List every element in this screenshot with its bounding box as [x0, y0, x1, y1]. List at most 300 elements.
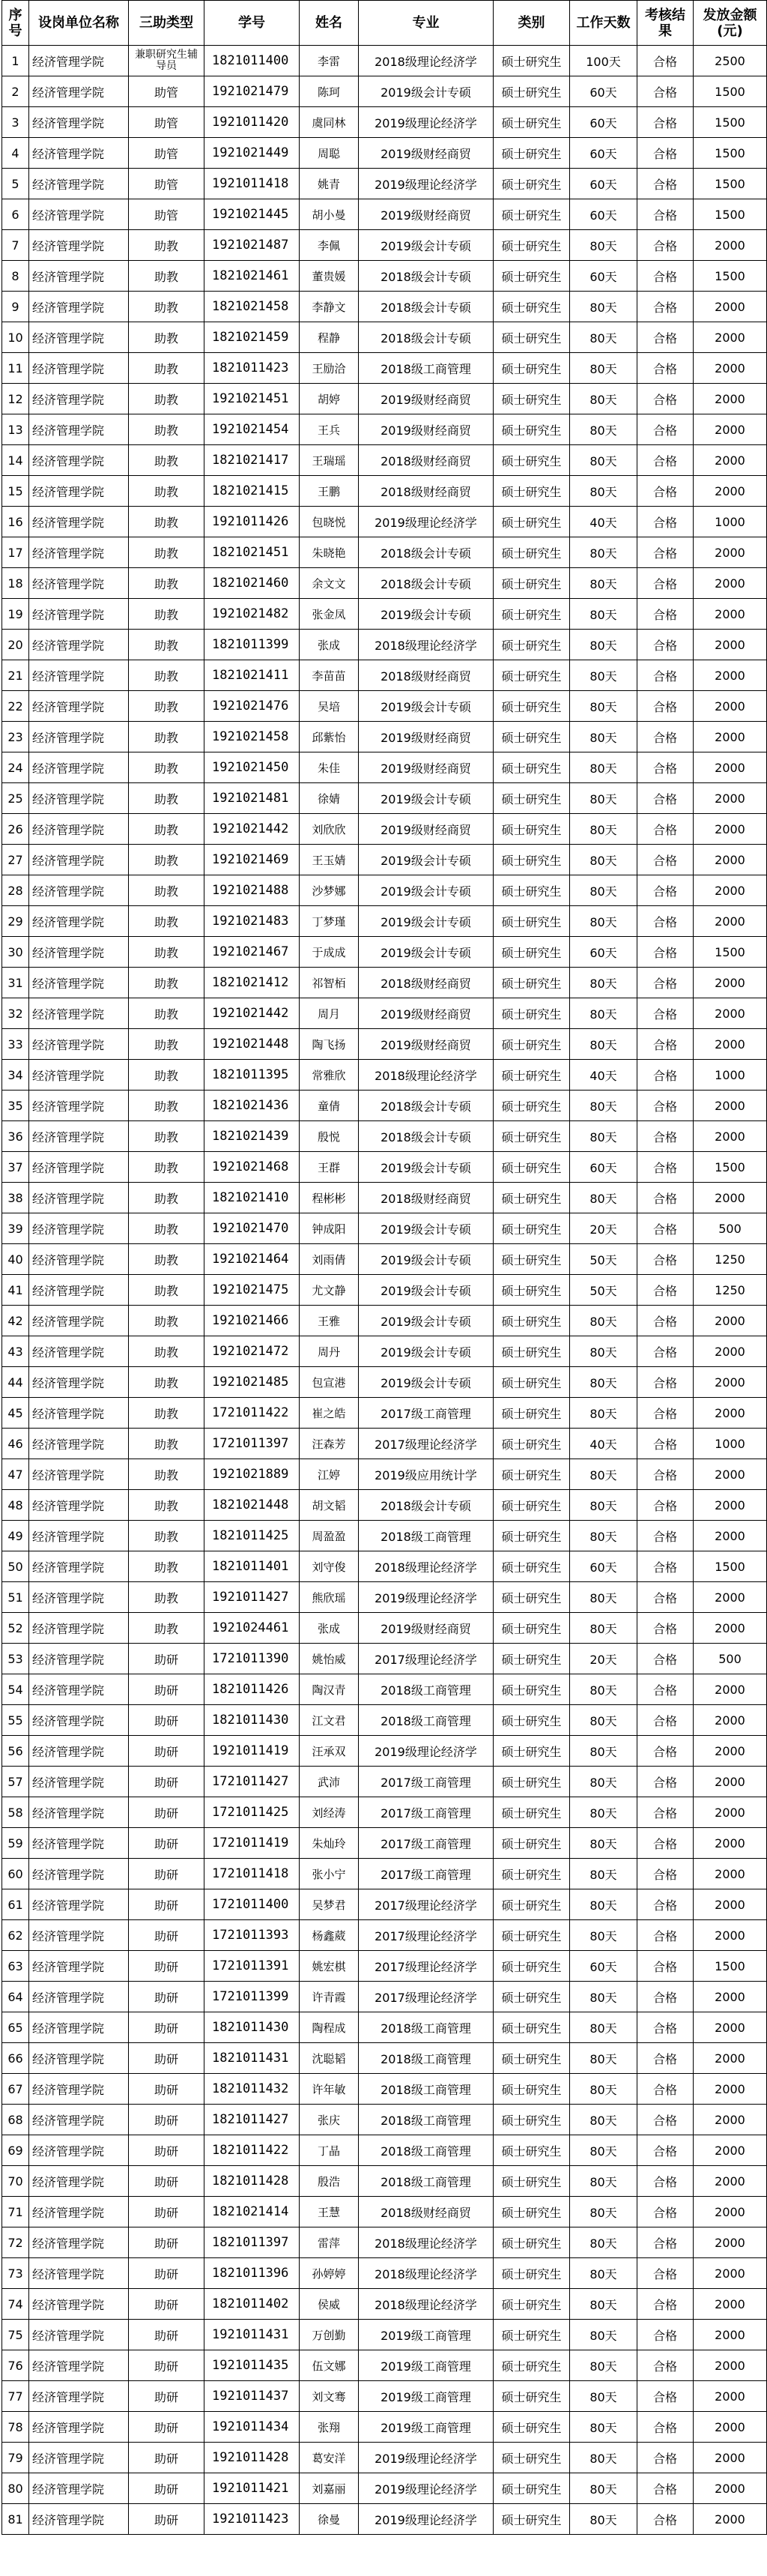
cell-major: 2017级工商管理 — [359, 1767, 494, 1797]
cell-amount: 2000 — [694, 322, 767, 353]
cell-unit: 经济管理学院 — [29, 998, 129, 1029]
cell-assist-type: 助研 — [129, 2012, 204, 2043]
table-row — [2, 322, 767, 353]
cell-index: 1 — [2, 46, 29, 76]
cell-result: 合格 — [637, 230, 694, 261]
cell-assist-type: 助教 — [129, 261, 204, 292]
cell-amount: 2000 — [694, 2227, 767, 2258]
cell-student-id: 1921011426 — [204, 507, 300, 537]
cell-index: 64 — [2, 1982, 29, 2012]
cell-unit: 经济管理学院 — [29, 1705, 129, 1736]
cell-student-id: 1921021481 — [204, 783, 300, 814]
cell-assist-type: 助教 — [129, 1091, 204, 1121]
cell-name: 刘欣欣 — [300, 814, 359, 845]
cell-major: 2018级会计专硕 — [359, 568, 494, 599]
cell-name: 程静 — [300, 322, 359, 353]
cell-student-id: 1821011428 — [204, 2166, 300, 2197]
cell-category: 硕士研究生 — [494, 537, 570, 568]
cell-assist-type: 助研 — [129, 1889, 204, 1920]
cell-major: 2018级理论经济学 — [359, 630, 494, 660]
cell-major: 2019级会计专硕 — [359, 1275, 494, 1306]
table-row — [2, 845, 767, 875]
cell-index: 71 — [2, 2197, 29, 2227]
cell-major: 2018级会计专硕 — [359, 1490, 494, 1521]
cell-student-id: 1921021889 — [204, 1459, 300, 1490]
cell-name: 万创勤 — [300, 2320, 359, 2350]
cell-work-days: 80天 — [570, 998, 637, 1029]
cell-major: 2019级财经商贸 — [359, 414, 494, 445]
cell-student-id: 1821021451 — [204, 537, 300, 568]
cell-major: 2018级会计专硕 — [359, 1091, 494, 1121]
cell-name: 江文君 — [300, 1705, 359, 1736]
cell-major: 2019级会计专硕 — [359, 1306, 494, 1336]
cell-unit: 经济管理学院 — [29, 2443, 129, 2473]
cell-unit: 经济管理学院 — [29, 783, 129, 814]
cell-student-id: 1721011397 — [204, 1429, 300, 1459]
cell-amount: 500 — [694, 1213, 767, 1244]
cell-work-days: 80天 — [570, 230, 637, 261]
cell-result: 合格 — [637, 1367, 694, 1398]
cell-assist-type: 助教 — [129, 1183, 204, 1213]
cell-student-id: 1921024461 — [204, 1613, 300, 1644]
table-row — [2, 2381, 767, 2412]
cell-result: 合格 — [637, 46, 694, 76]
cell-index: 3 — [2, 107, 29, 138]
cell-work-days: 60天 — [570, 169, 637, 199]
cell-result: 合格 — [637, 292, 694, 322]
cell-index: 29 — [2, 906, 29, 937]
cell-unit: 经济管理学院 — [29, 691, 129, 722]
cell-index: 34 — [2, 1060, 29, 1091]
cell-work-days: 80天 — [570, 1736, 637, 1767]
cell-category: 硕士研究生 — [494, 1828, 570, 1859]
cell-index: 61 — [2, 1889, 29, 1920]
payment-table — [1, 0, 767, 2535]
cell-category: 硕士研究生 — [494, 2258, 570, 2289]
cell-student-id: 1821011427 — [204, 2105, 300, 2135]
cell-assist-type: 助教 — [129, 507, 204, 537]
cell-name: 周聪 — [300, 138, 359, 169]
cell-category: 硕士研究生 — [494, 1521, 570, 1551]
cell-amount: 2000 — [694, 1459, 767, 1490]
cell-result: 合格 — [637, 2012, 694, 2043]
cell-major: 2018级工商管理 — [359, 2166, 494, 2197]
cell-name: 汪承双 — [300, 1736, 359, 1767]
cell-assist-type: 助管 — [129, 76, 204, 107]
cell-assist-type: 助教 — [129, 230, 204, 261]
table-row — [2, 875, 767, 906]
table-row — [2, 445, 767, 476]
cell-assist-type: 助教 — [129, 1551, 204, 1582]
cell-name: 张翔 — [300, 2412, 359, 2443]
table-row — [2, 2012, 767, 2043]
cell-work-days: 80天 — [570, 1490, 637, 1521]
cell-category: 硕士研究生 — [494, 445, 570, 476]
cell-name: 殷浩 — [300, 2166, 359, 2197]
cell-amount: 2000 — [694, 568, 767, 599]
cell-amount: 2000 — [694, 1889, 767, 1920]
cell-result: 合格 — [637, 2197, 694, 2227]
cell-name: 王鹏 — [300, 476, 359, 507]
cell-assist-type: 助教 — [129, 660, 204, 691]
cell-category: 硕士研究生 — [494, 752, 570, 783]
cell-name: 王玉婧 — [300, 845, 359, 875]
cell-name: 姚怡威 — [300, 1644, 359, 1674]
cell-unit: 经济管理学院 — [29, 1797, 129, 1828]
cell-result: 合格 — [637, 1736, 694, 1767]
cell-category: 硕士研究生 — [494, 2289, 570, 2320]
cell-major: 2019级财经商贸 — [359, 199, 494, 230]
cell-index: 65 — [2, 2012, 29, 2043]
cell-work-days: 80天 — [570, 2074, 637, 2105]
cell-unit: 经济管理学院 — [29, 507, 129, 537]
cell-category: 硕士研究生 — [494, 76, 570, 107]
cell-major: 2019级会计专硕 — [359, 875, 494, 906]
table-row — [2, 2227, 767, 2258]
cell-amount: 2000 — [694, 998, 767, 1029]
cell-assist-type: 助研 — [129, 2381, 204, 2412]
table-row — [2, 1951, 767, 1982]
cell-assist-type: 助研 — [129, 2227, 204, 2258]
cell-unit: 经济管理学院 — [29, 414, 129, 445]
cell-name: 胡小曼 — [300, 199, 359, 230]
cell-student-id: 1921021470 — [204, 1213, 300, 1244]
cell-category: 硕士研究生 — [494, 199, 570, 230]
cell-category: 硕士研究生 — [494, 2381, 570, 2412]
cell-student-id: 1821011425 — [204, 1521, 300, 1551]
cell-student-id: 1921021488 — [204, 875, 300, 906]
cell-result: 合格 — [637, 169, 694, 199]
cell-assist-type: 助教 — [129, 1060, 204, 1091]
cell-major: 2018级会计专硕 — [359, 261, 494, 292]
table-row — [2, 2504, 767, 2535]
cell-category: 硕士研究生 — [494, 230, 570, 261]
table-row — [2, 1828, 767, 1859]
cell-result: 合格 — [637, 1705, 694, 1736]
cell-amount: 2000 — [694, 814, 767, 845]
cell-student-id: 1721011393 — [204, 1920, 300, 1951]
cell-result: 合格 — [637, 814, 694, 845]
cell-result: 合格 — [637, 2381, 694, 2412]
cell-result: 合格 — [637, 1121, 694, 1152]
cell-amount: 2000 — [694, 1613, 767, 1644]
cell-assist-type: 助研 — [129, 1828, 204, 1859]
cell-amount: 1500 — [694, 1951, 767, 1982]
cell-work-days: 80天 — [570, 1920, 637, 1951]
cell-student-id: 1921021450 — [204, 752, 300, 783]
cell-amount: 2000 — [694, 1828, 767, 1859]
cell-result: 合格 — [637, 1521, 694, 1551]
cell-amount: 2000 — [694, 1674, 767, 1705]
table-row — [2, 261, 767, 292]
cell-student-id: 1821011396 — [204, 2258, 300, 2289]
cell-name: 王励洽 — [300, 353, 359, 384]
table-row — [2, 292, 767, 322]
cell-unit: 经济管理学院 — [29, 1982, 129, 2012]
cell-index: 54 — [2, 1674, 29, 1705]
cell-category: 硕士研究生 — [494, 2012, 570, 2043]
cell-assist-type: 助教 — [129, 783, 204, 814]
table-row — [2, 169, 767, 199]
cell-index: 32 — [2, 998, 29, 1029]
cell-work-days: 60天 — [570, 76, 637, 107]
cell-category: 硕士研究生 — [494, 322, 570, 353]
cell-work-days: 80天 — [570, 568, 637, 599]
cell-name: 虞同林 — [300, 107, 359, 138]
cell-major: 2018级会计专硕 — [359, 537, 494, 568]
cell-category: 硕士研究生 — [494, 660, 570, 691]
cell-name: 徐婧 — [300, 783, 359, 814]
cell-index: 26 — [2, 814, 29, 845]
cell-result: 合格 — [637, 199, 694, 230]
cell-unit: 经济管理学院 — [29, 1674, 129, 1705]
cell-assist-type: 助教 — [129, 1429, 204, 1459]
table-row — [2, 1029, 767, 1060]
cell-amount: 2000 — [694, 630, 767, 660]
cell-assist-type: 助教 — [129, 445, 204, 476]
table-row — [2, 968, 767, 998]
cell-name: 徐曼 — [300, 2504, 359, 2535]
cell-name: 包晓悦 — [300, 507, 359, 537]
cell-student-id: 1721011399 — [204, 1982, 300, 2012]
cell-student-id: 1821021417 — [204, 445, 300, 476]
cell-unit: 经济管理学院 — [29, 445, 129, 476]
cell-major: 2018级理论经济学 — [359, 1060, 494, 1091]
cell-amount: 2000 — [694, 2443, 767, 2473]
cell-result: 合格 — [637, 875, 694, 906]
cell-major: 2019级会计专硕 — [359, 783, 494, 814]
cell-index: 57 — [2, 1767, 29, 1797]
cell-result: 合格 — [637, 1889, 694, 1920]
header-result: 考核结果 — [637, 1, 694, 46]
cell-work-days: 80天 — [570, 2350, 637, 2381]
table-row — [2, 384, 767, 414]
cell-student-id: 1821021410 — [204, 1183, 300, 1213]
cell-index: 72 — [2, 2227, 29, 2258]
cell-index: 42 — [2, 1306, 29, 1336]
cell-category: 硕士研究生 — [494, 1736, 570, 1767]
cell-assist-type: 助教 — [129, 752, 204, 783]
cell-major: 2018级工商管理 — [359, 1705, 494, 1736]
cell-index: 31 — [2, 968, 29, 998]
cell-index: 74 — [2, 2289, 29, 2320]
cell-work-days: 80天 — [570, 752, 637, 783]
cell-name: 朱灿玲 — [300, 1828, 359, 1859]
cell-major: 2019级会计专硕 — [359, 230, 494, 261]
cell-category: 硕士研究生 — [494, 968, 570, 998]
cell-student-id: 1921021466 — [204, 1306, 300, 1336]
cell-assist-type: 助研 — [129, 1644, 204, 1674]
cell-index: 75 — [2, 2320, 29, 2350]
cell-index: 49 — [2, 1521, 29, 1551]
cell-name: 孙婷婷 — [300, 2258, 359, 2289]
cell-assist-type: 助研 — [129, 2289, 204, 2320]
cell-student-id: 1821021411 — [204, 660, 300, 691]
cell-name: 丁晶 — [300, 2135, 359, 2166]
cell-student-id: 1721011422 — [204, 1398, 300, 1429]
cell-amount: 1500 — [694, 138, 767, 169]
cell-category: 硕士研究生 — [494, 507, 570, 537]
cell-index: 15 — [2, 476, 29, 507]
table-row — [2, 46, 767, 76]
cell-work-days: 80天 — [570, 1398, 637, 1429]
cell-work-days: 80天 — [570, 292, 637, 322]
cell-student-id: 1821021436 — [204, 1091, 300, 1121]
table-row — [2, 752, 767, 783]
cell-major: 2019级会计专硕 — [359, 1367, 494, 1398]
cell-name: 江婷 — [300, 1459, 359, 1490]
cell-student-id: 1821011397 — [204, 2227, 300, 2258]
cell-assist-type: 助研 — [129, 1736, 204, 1767]
cell-category: 硕士研究生 — [494, 2197, 570, 2227]
cell-result: 合格 — [637, 2166, 694, 2197]
cell-amount: 2000 — [694, 660, 767, 691]
cell-work-days: 80天 — [570, 2135, 637, 2166]
cell-index: 27 — [2, 845, 29, 875]
cell-unit: 经济管理学院 — [29, 2166, 129, 2197]
cell-assist-type: 助教 — [129, 1336, 204, 1367]
table-row — [2, 1183, 767, 1213]
cell-unit: 经济管理学院 — [29, 1060, 129, 1091]
cell-unit: 经济管理学院 — [29, 476, 129, 507]
cell-work-days: 80天 — [570, 2473, 637, 2504]
cell-category: 硕士研究生 — [494, 906, 570, 937]
cell-student-id: 1921011427 — [204, 1582, 300, 1613]
cell-amount: 2000 — [694, 2012, 767, 2043]
cell-assist-type: 助管 — [129, 138, 204, 169]
cell-category: 硕士研究生 — [494, 783, 570, 814]
header-name: 姓名 — [300, 1, 359, 46]
cell-student-id: 1921021467 — [204, 937, 300, 968]
cell-index: 76 — [2, 2350, 29, 2381]
table-row — [2, 76, 767, 107]
cell-index: 73 — [2, 2258, 29, 2289]
cell-unit: 经济管理学院 — [29, 1091, 129, 1121]
cell-result: 合格 — [637, 630, 694, 660]
cell-assist-type: 助研 — [129, 2105, 204, 2135]
cell-major: 2017级理论经济学 — [359, 1889, 494, 1920]
cell-major: 2018级财经商贸 — [359, 1183, 494, 1213]
table-row — [2, 2412, 767, 2443]
cell-assist-type: 助研 — [129, 2443, 204, 2473]
cell-student-id: 1921021445 — [204, 199, 300, 230]
cell-major: 2019级理论经济学 — [359, 507, 494, 537]
cell-student-id: 1821021415 — [204, 476, 300, 507]
table-row — [2, 937, 767, 968]
cell-amount: 2000 — [694, 2135, 767, 2166]
cell-amount: 2000 — [694, 353, 767, 384]
cell-name: 武沛 — [300, 1767, 359, 1797]
cell-amount: 2000 — [694, 599, 767, 630]
cell-assist-type: 助研 — [129, 1982, 204, 2012]
cell-student-id: 1821021459 — [204, 322, 300, 353]
cell-work-days: 80天 — [570, 660, 637, 691]
table-row — [2, 1152, 767, 1183]
cell-major: 2019级财经商贸 — [359, 1029, 494, 1060]
cell-name: 许年敏 — [300, 2074, 359, 2105]
cell-amount: 2000 — [694, 1367, 767, 1398]
cell-unit: 经济管理学院 — [29, 1551, 129, 1582]
cell-major: 2017级工商管理 — [359, 1398, 494, 1429]
cell-index: 62 — [2, 1920, 29, 1951]
cell-unit: 经济管理学院 — [29, 968, 129, 998]
cell-name: 汪森芳 — [300, 1429, 359, 1459]
cell-assist-type: 助教 — [129, 1398, 204, 1429]
cell-work-days: 60天 — [570, 1551, 637, 1582]
cell-category: 硕士研究生 — [494, 1920, 570, 1951]
cell-major: 2019级理论经济学 — [359, 2504, 494, 2535]
cell-result: 合格 — [637, 1767, 694, 1797]
cell-major: 2019级会计专硕 — [359, 599, 494, 630]
cell-category: 硕士研究生 — [494, 568, 570, 599]
table-row — [2, 414, 767, 445]
cell-student-id: 1821021461 — [204, 261, 300, 292]
table-row — [2, 2043, 767, 2074]
cell-assist-type: 助研 — [129, 2504, 204, 2535]
header-student-id: 学号 — [204, 1, 300, 46]
cell-assist-type: 助教 — [129, 1459, 204, 1490]
cell-name: 刘守俊 — [300, 1551, 359, 1582]
cell-assist-type: 助研 — [129, 1797, 204, 1828]
cell-result: 合格 — [637, 2135, 694, 2166]
cell-major: 2019级会计专硕 — [359, 845, 494, 875]
cell-major: 2019级会计专硕 — [359, 937, 494, 968]
cell-result: 合格 — [637, 2227, 694, 2258]
cell-result: 合格 — [637, 1429, 694, 1459]
cell-work-days: 80天 — [570, 2166, 637, 2197]
cell-result: 合格 — [637, 1982, 694, 2012]
cell-name: 童倩 — [300, 1091, 359, 1121]
table-row — [2, 1982, 767, 2012]
cell-unit: 经济管理学院 — [29, 2504, 129, 2535]
cell-category: 硕士研究生 — [494, 722, 570, 752]
cell-student-id: 1921021451 — [204, 384, 300, 414]
cell-assist-type: 助教 — [129, 998, 204, 1029]
table-row — [2, 783, 767, 814]
cell-major: 2018级理论经济学 — [359, 2227, 494, 2258]
cell-assist-type: 助教 — [129, 1152, 204, 1183]
cell-work-days: 80天 — [570, 691, 637, 722]
table-row — [2, 1213, 767, 1244]
cell-work-days: 80天 — [570, 1521, 637, 1551]
cell-student-id: 1821011399 — [204, 630, 300, 660]
payment-table-sheet — [1, 0, 766, 2535]
cell-index: 35 — [2, 1091, 29, 1121]
cell-name: 刘经涛 — [300, 1797, 359, 1828]
cell-major: 2019级工商管理 — [359, 2320, 494, 2350]
cell-index: 46 — [2, 1429, 29, 1459]
table-row — [2, 1367, 767, 1398]
cell-unit: 经济管理学院 — [29, 1152, 129, 1183]
cell-category: 硕士研究生 — [494, 107, 570, 138]
cell-unit: 经济管理学院 — [29, 1398, 129, 1429]
cell-work-days: 80天 — [570, 2197, 637, 2227]
cell-category: 硕士研究生 — [494, 414, 570, 445]
cell-unit: 经济管理学院 — [29, 660, 129, 691]
cell-category: 硕士研究生 — [494, 1398, 570, 1429]
table-row — [2, 2289, 767, 2320]
cell-work-days: 80天 — [570, 722, 637, 752]
cell-major: 2018级工商管理 — [359, 1521, 494, 1551]
cell-major: 2019级会计专硕 — [359, 1244, 494, 1275]
cell-category: 硕士研究生 — [494, 1183, 570, 1213]
cell-major: 2018级会计专硕 — [359, 1121, 494, 1152]
cell-index: 6 — [2, 199, 29, 230]
cell-result: 合格 — [637, 1551, 694, 1582]
cell-category: 硕士研究生 — [494, 1705, 570, 1736]
cell-student-id: 1721011425 — [204, 1797, 300, 1828]
cell-category: 硕士研究生 — [494, 1582, 570, 1613]
